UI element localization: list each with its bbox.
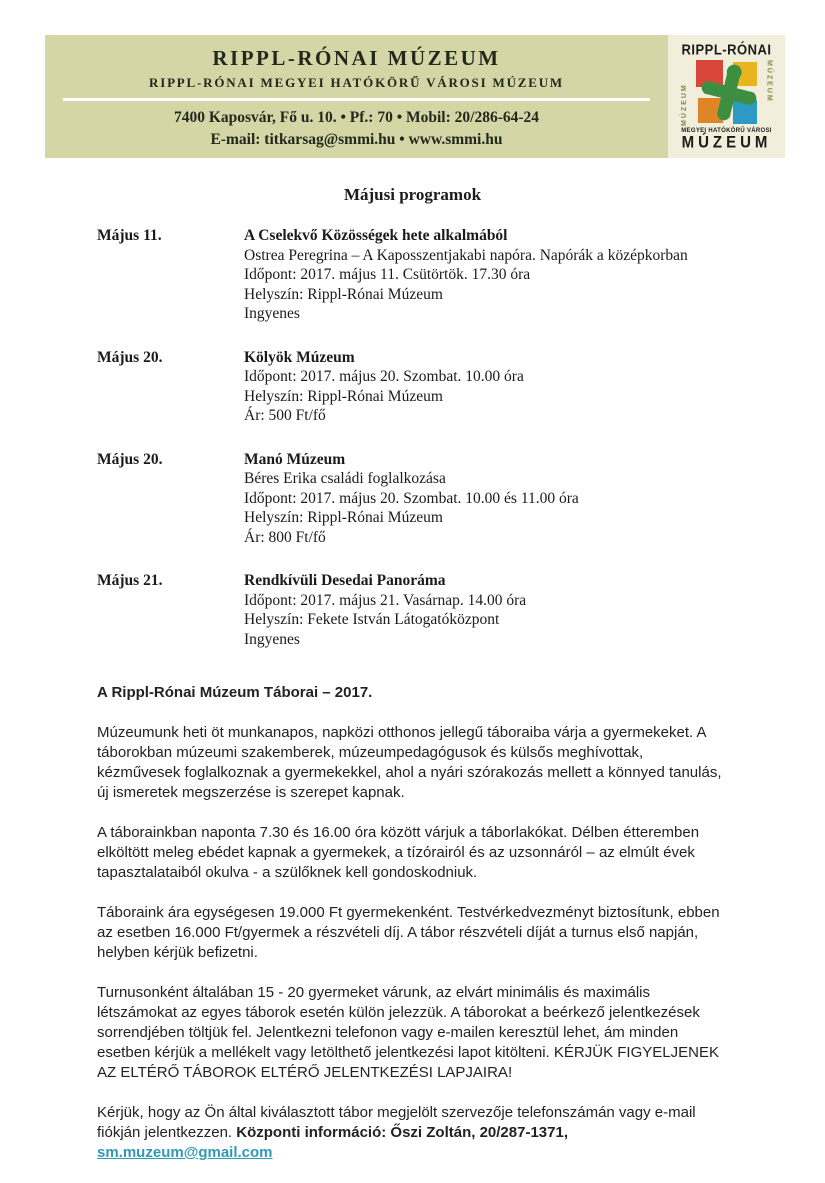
- camps-paragraph-4: Turnusonként általában 15 - 20 gyermeket várunk, az elvárt minimális és maximális létszámokat az egyes táborok esetén külön jelezzük. A táborokat a beérkező jelentkezések sorrendjében töltjük fel. Jelentkezni telefonon vagy e-mailen keresztül lehet, ám minden esetben kérjük a mellékelt vagy letölthető jelentkezési lapot kitölteni. KÉRJÜK FIGYELJENEK AZ ELTÉRŐ TÁBOROK ELTÉRŐ JELENTKEZÉSI LAPJAIRA!: [97, 984, 719, 1081]
- program-line: Helyszín: Rippl-Rónai Múzeum: [244, 387, 443, 405]
- logo-green-figure-icon: [701, 63, 757, 123]
- logo-side-text-left: MÚZEUM: [680, 83, 688, 126]
- program-date: Május 21.: [97, 572, 163, 589]
- document-body: [97, 185, 728, 1183]
- letterhead-text-block: [45, 35, 668, 158]
- program-details: [244, 571, 728, 649]
- organization-title: RIPPL-RÓNAI MÚZEUM: [212, 46, 501, 70]
- program-line: Időpont: 2017. május 20. Szombat. 10.00 óra: [244, 368, 524, 385]
- logo-bottom-text: MÚZEUM: [681, 133, 772, 152]
- program-line: Időpont: 2017. május 11. Csütörtök. 17.30 óra: [244, 266, 531, 283]
- logo-title-text: RIPPL-RÓNAI: [681, 40, 772, 59]
- program-line: Ingyenes: [244, 630, 300, 648]
- camps-section: [97, 683, 728, 1163]
- camps-paragraph-1: Múzeumunk heti öt munkanapos, napközi otthonos jellegű táboraiba várja a gyermekeket. A táborokban múzeumi szakemberek, múzeumpedagógusok és külsős meghívottak, kézművesek foglalkoznak a gyermekekkel, ahol a nyári szórakozás mellett a könnyed tanulás, új ismeretek megszerzése is szerepet kapnak.: [97, 724, 722, 801]
- logo-side-text-right: MÚZEUM: [765, 60, 773, 103]
- closing-text: Kérjük, hogy az Ön által kiválasztott tábor megjelölt szervezője telefonszámán vagy e-mail fiókján jelentkezzen.: [97, 1104, 696, 1141]
- program-line: Ár: 500 Ft/fő: [244, 407, 326, 424]
- program-line: Helyszín: Fekete István Látogatóközpont: [244, 611, 500, 628]
- program-title: Kölyök Múzeum: [244, 348, 355, 366]
- organization-subtitle: RIPPL-RÓNAI MEGYEI HATÓKÖRŰ VÁROSI MÚZEUM: [149, 75, 564, 90]
- contact-line: E-mail: titkarsag@smmi.hu • www.smmi.hu: [210, 131, 503, 148]
- program-date: Május 20.: [97, 450, 163, 468]
- central-info-text: Központi információ: Őszi Zoltán, 20/287-1371,: [236, 1124, 568, 1141]
- program-line: Ostrea Peregrina – A Kaposszentjakabi napóra. Napórák a középkorban: [244, 246, 688, 264]
- program-line: Helyszín: Rippl-Rónai Múzeum: [244, 509, 443, 526]
- program-line: Időpont: 2017. május 21. Vasárnap. 14.00 óra: [244, 591, 527, 609]
- program-date: Május 20.: [97, 348, 163, 366]
- logo-color-squares: [696, 60, 758, 126]
- program-details: [244, 226, 728, 324]
- program-title: A Cselekvő Közösségek hete alkalmából: [244, 227, 508, 244]
- camps-heading: A Rippl-Rónai Múzeum Táborai – 2017.: [97, 684, 373, 701]
- program-date: Május 11.: [97, 227, 162, 244]
- program-row-majus-21: [97, 571, 728, 649]
- camps-paragraph-2: A táborainkban naponta 7.30 és 16.00 óra között várjuk a táborlakókat. Délben étteremben elköltött meleg ebédet kapnak a gyermekek, a tízórairól és az uzsonnáról – az elmúlt évek tapasztalataiból okulva - a szülőknek kell gondoskodniuk.: [97, 824, 700, 881]
- program-line: Ingyenes: [244, 305, 300, 322]
- museum-logo: [668, 35, 785, 158]
- program-title: Manó Múzeum: [244, 450, 346, 468]
- letterhead: [45, 35, 785, 158]
- camps-closing-paragraph: [97, 1103, 728, 1163]
- program-title: Rendkívüli Desedai Panoráma: [244, 572, 446, 589]
- letterhead-divider: [63, 98, 650, 101]
- program-line: Béres Erika családi foglalkozása: [244, 470, 446, 487]
- address-line: 7400 Kaposvár, Fő u. 10. • Pf.: 70 • Mobil: 20/286-64-24: [173, 109, 540, 126]
- program-details: [244, 450, 728, 548]
- program-line: Ár: 800 Ft/fő: [244, 528, 326, 546]
- program-row-majus-20-mano: [97, 450, 728, 548]
- program-row-majus-20-kolyok: [97, 348, 728, 426]
- page-title: Májusi programok: [343, 185, 482, 204]
- camps-paragraph-3: Táboraink ára egységesen 19.000 Ft gyermekenként. Testvérkedvezményt biztosítunk, ebben az esetben 16.000 Ft/gyermek a részvételi díj. A tábor részvételi díját a turnus első napján, helyben kérjük befizetni.: [97, 904, 720, 961]
- logo-small-text: MEGYEI HATÓKÖRŰ VÁROSI: [681, 128, 772, 134]
- program-row-majus-11: [97, 226, 728, 324]
- program-line: Időpont: 2017. május 20. Szombat. 10.00 és 11.00 óra: [244, 489, 579, 507]
- program-details: [244, 348, 728, 426]
- logo-emblem: [679, 60, 775, 126]
- program-line: Helyszín: Rippl-Rónai Múzeum: [244, 285, 443, 303]
- email-link[interactable]: sm.muzeum@gmail.com: [97, 1144, 273, 1161]
